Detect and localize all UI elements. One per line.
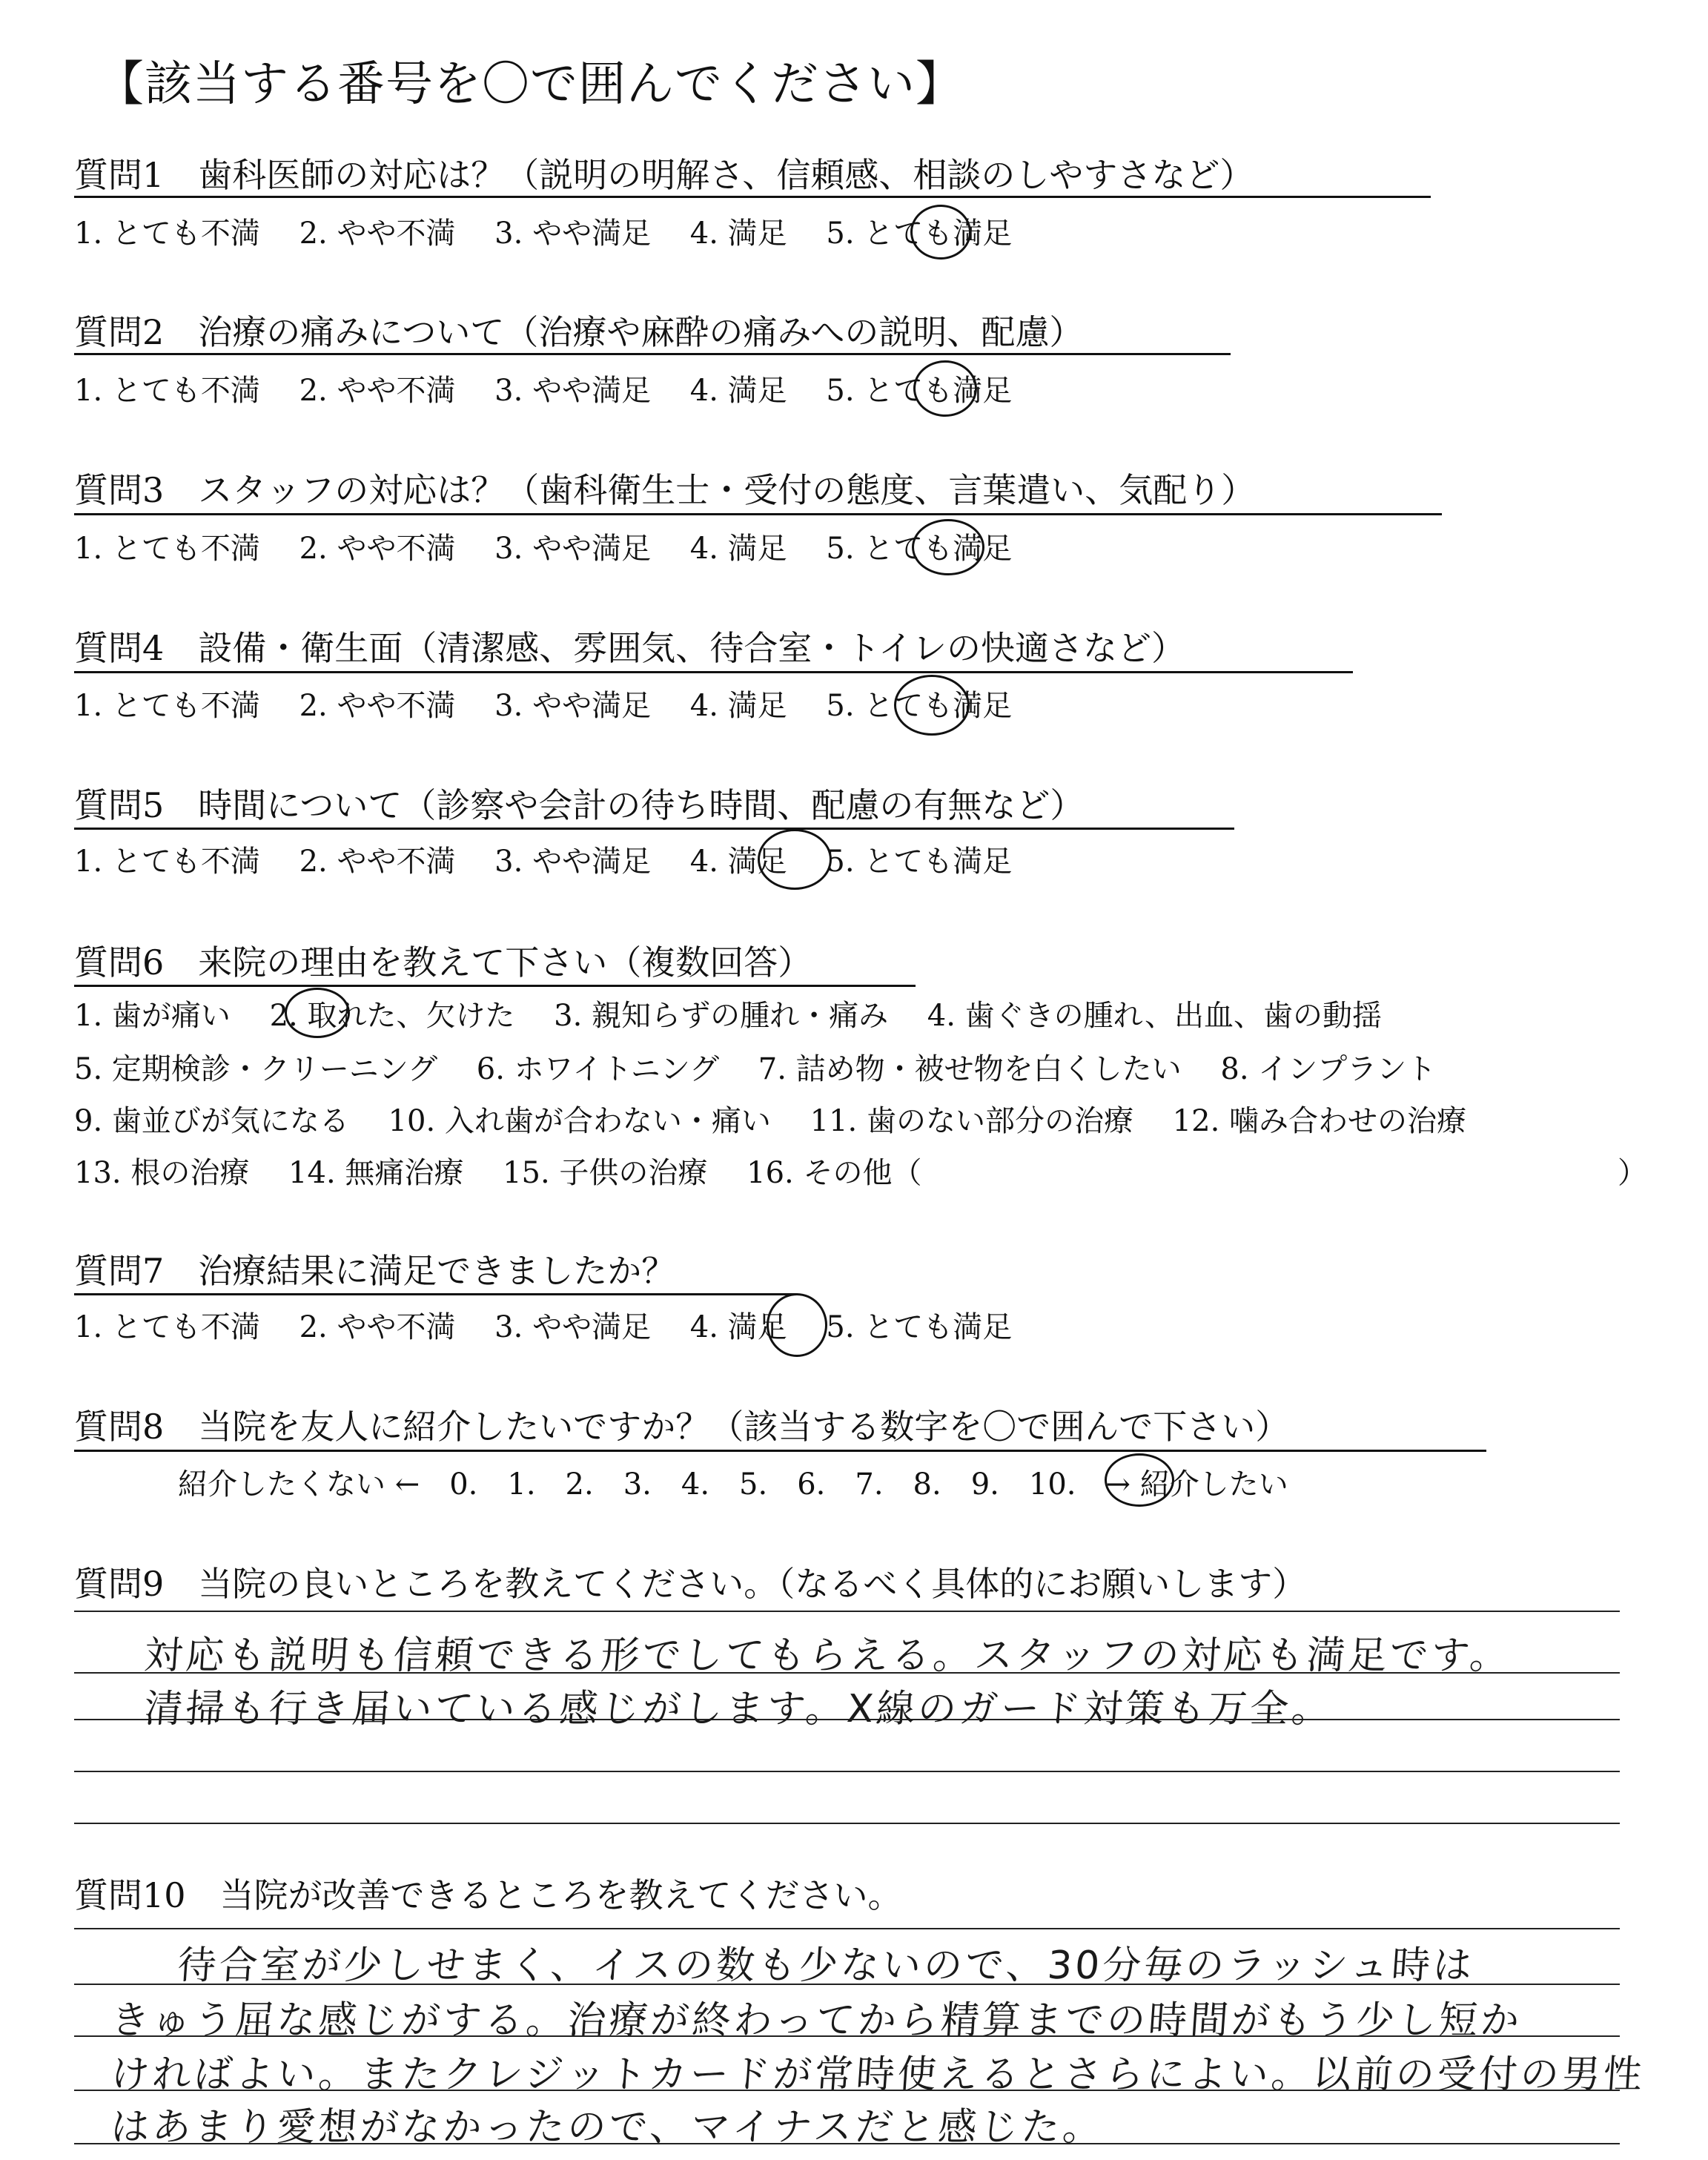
question-3-answer-circle[interactable] [912, 519, 984, 575]
question-5-options: 1. とても不満 2. やや不満 3. やや満足 4. 満足 5. とても満足 [74, 845, 1013, 879]
question-6-answer-circle[interactable] [285, 988, 350, 1038]
question-7-underline [74, 1293, 797, 1295]
question-2-options: 1. とても不満 2. やや不満 3. やや満足 4. 満足 5. とても満足 [74, 374, 1013, 408]
question-6-other-close: ） [1618, 1156, 1647, 1190]
form-title: 【該当する番号を〇で囲んでください】 [96, 57, 964, 112]
question-3-underline [74, 513, 1442, 515]
question-2-title: 質問2 治療の痛みについて（治療や麻酔の痛みへの説明、配慮） [74, 312, 1084, 352]
question-9-title: 質問9 当院の良いところを教えてください。（なるべく具体的にお願いします） [74, 1564, 1307, 1604]
question-9-answer-rule-5 [74, 1823, 1620, 1824]
question-4-title: 質問4 設備・衛生面（清潔感、雰囲気、待合室・トイレの快適さなど） [74, 628, 1185, 668]
question-6-title: 質問6 来院の理由を教えて下さい（複数回答） [74, 942, 812, 982]
question-3-options: 1. とても不満 2. やや不満 3. やや満足 4. 満足 5. とても満足 [74, 532, 1013, 566]
question-1-underline [74, 196, 1431, 198]
question-6-underline [74, 985, 916, 987]
question-5-answer-circle[interactable] [758, 829, 832, 890]
question-2-underline [74, 353, 1231, 355]
question-2-answer-circle[interactable] [913, 360, 977, 417]
question-10-answer-line-2: きゅう屈な感じがする。治療が終わってから精算までの時間がもう少し短か [109, 1998, 1524, 2043]
question-4-options: 1. とても不満 2. やや不満 3. やや満足 4. 満足 5. とても満足 [74, 689, 1013, 723]
question-6-options-line-1: 1. 歯が痛い 2. 取れた、欠けた 3. 親知らずの腫れ・痛み 4. 歯ぐきの腫れ、出血、歯の動揺 [74, 999, 1383, 1033]
question-8-answer-circle[interactable] [1105, 1453, 1174, 1507]
question-8-options: 紹介したくない ← 0. 1. 2. 3. 4. 5. 6. 7. 8. 9. 10. → 紹介したい [178, 1467, 1288, 1502]
question-6-options-line-4: 13. 根の治療 14. 無痛治療 15. 子供の治療 16. その他（ [74, 1156, 922, 1190]
question-9-answer-line-2: 清掃も行き届いている感じがします。X線のガード対策も万全。 [142, 1687, 1335, 1731]
question-7-answer-circle[interactable] [767, 1293, 827, 1357]
question-4-underline [74, 671, 1353, 673]
question-10-title: 質問10 当院が改善できるところを教えてください。 [74, 1875, 902, 1915]
question-5-title: 質問5 時間について（診察や会計の待ち時間、配慮の有無など） [74, 785, 1085, 825]
question-6-options-line-3: 9. 歯並びが気になる 10. 入れ歯が合わない・痛い 11. 歯のない部分の治療 12. 噛み合わせの治療 [74, 1104, 1467, 1138]
question-3-title: 質問3 スタッフの対応は？（歯科衛生士・受付の態度、言葉遣い、気配り） [74, 470, 1256, 510]
question-1-answer-circle[interactable] [910, 205, 971, 260]
question-10-answer-line-3: ければよい。またクレジットカードが常時使えるとさらによい。以前の受付の男性 [109, 2052, 1646, 2097]
question-9-answer-rule-1 [74, 1611, 1620, 1612]
question-7-title: 質問7 治療結果に満足できましたか？ [74, 1251, 676, 1291]
question-5-underline [74, 828, 1234, 830]
question-7-options: 1. とても不満 2. やや不満 3. やや満足 4. 満足 5. とても満足 [74, 1310, 1013, 1344]
question-9-answer-rule-4 [74, 1771, 1620, 1772]
question-10-answer-line-1: 待合室が少しせまく、イスの数も少ないので、30分毎のラッシュ時は [176, 1943, 1477, 1988]
question-8-title: 質問8 当院を友人に紹介したいですか？（該当する数字を〇で囲んで下さい） [74, 1407, 1290, 1447]
question-8-underline [74, 1450, 1486, 1452]
question-6-options-line-2: 5. 定期検診・クリーニング 6. ホワイトニング 7. 詰め物・被せ物を白くしたい 8. インプラント [74, 1052, 1437, 1086]
question-1-options: 1. とても不満 2. やや不満 3. やや満足 4. 満足 5. とても満足 [74, 217, 1013, 251]
question-9-answer-line-1: 対応も説明も信頼できる形でしてもらえる。スタッフの対応も満足です。 [142, 1634, 1513, 1678]
question-4-answer-circle[interactable] [894, 675, 970, 736]
question-1-title: 質問1 歯科医師の対応は？（説明の明解さ、信頼感、相談のしやすさなど） [74, 155, 1254, 195]
question-10-answer-rule-1 [74, 1928, 1620, 1929]
question-10-answer-line-4: はあまり愛想がなかったので、マイナスだと感じた。 [109, 2105, 1106, 2150]
